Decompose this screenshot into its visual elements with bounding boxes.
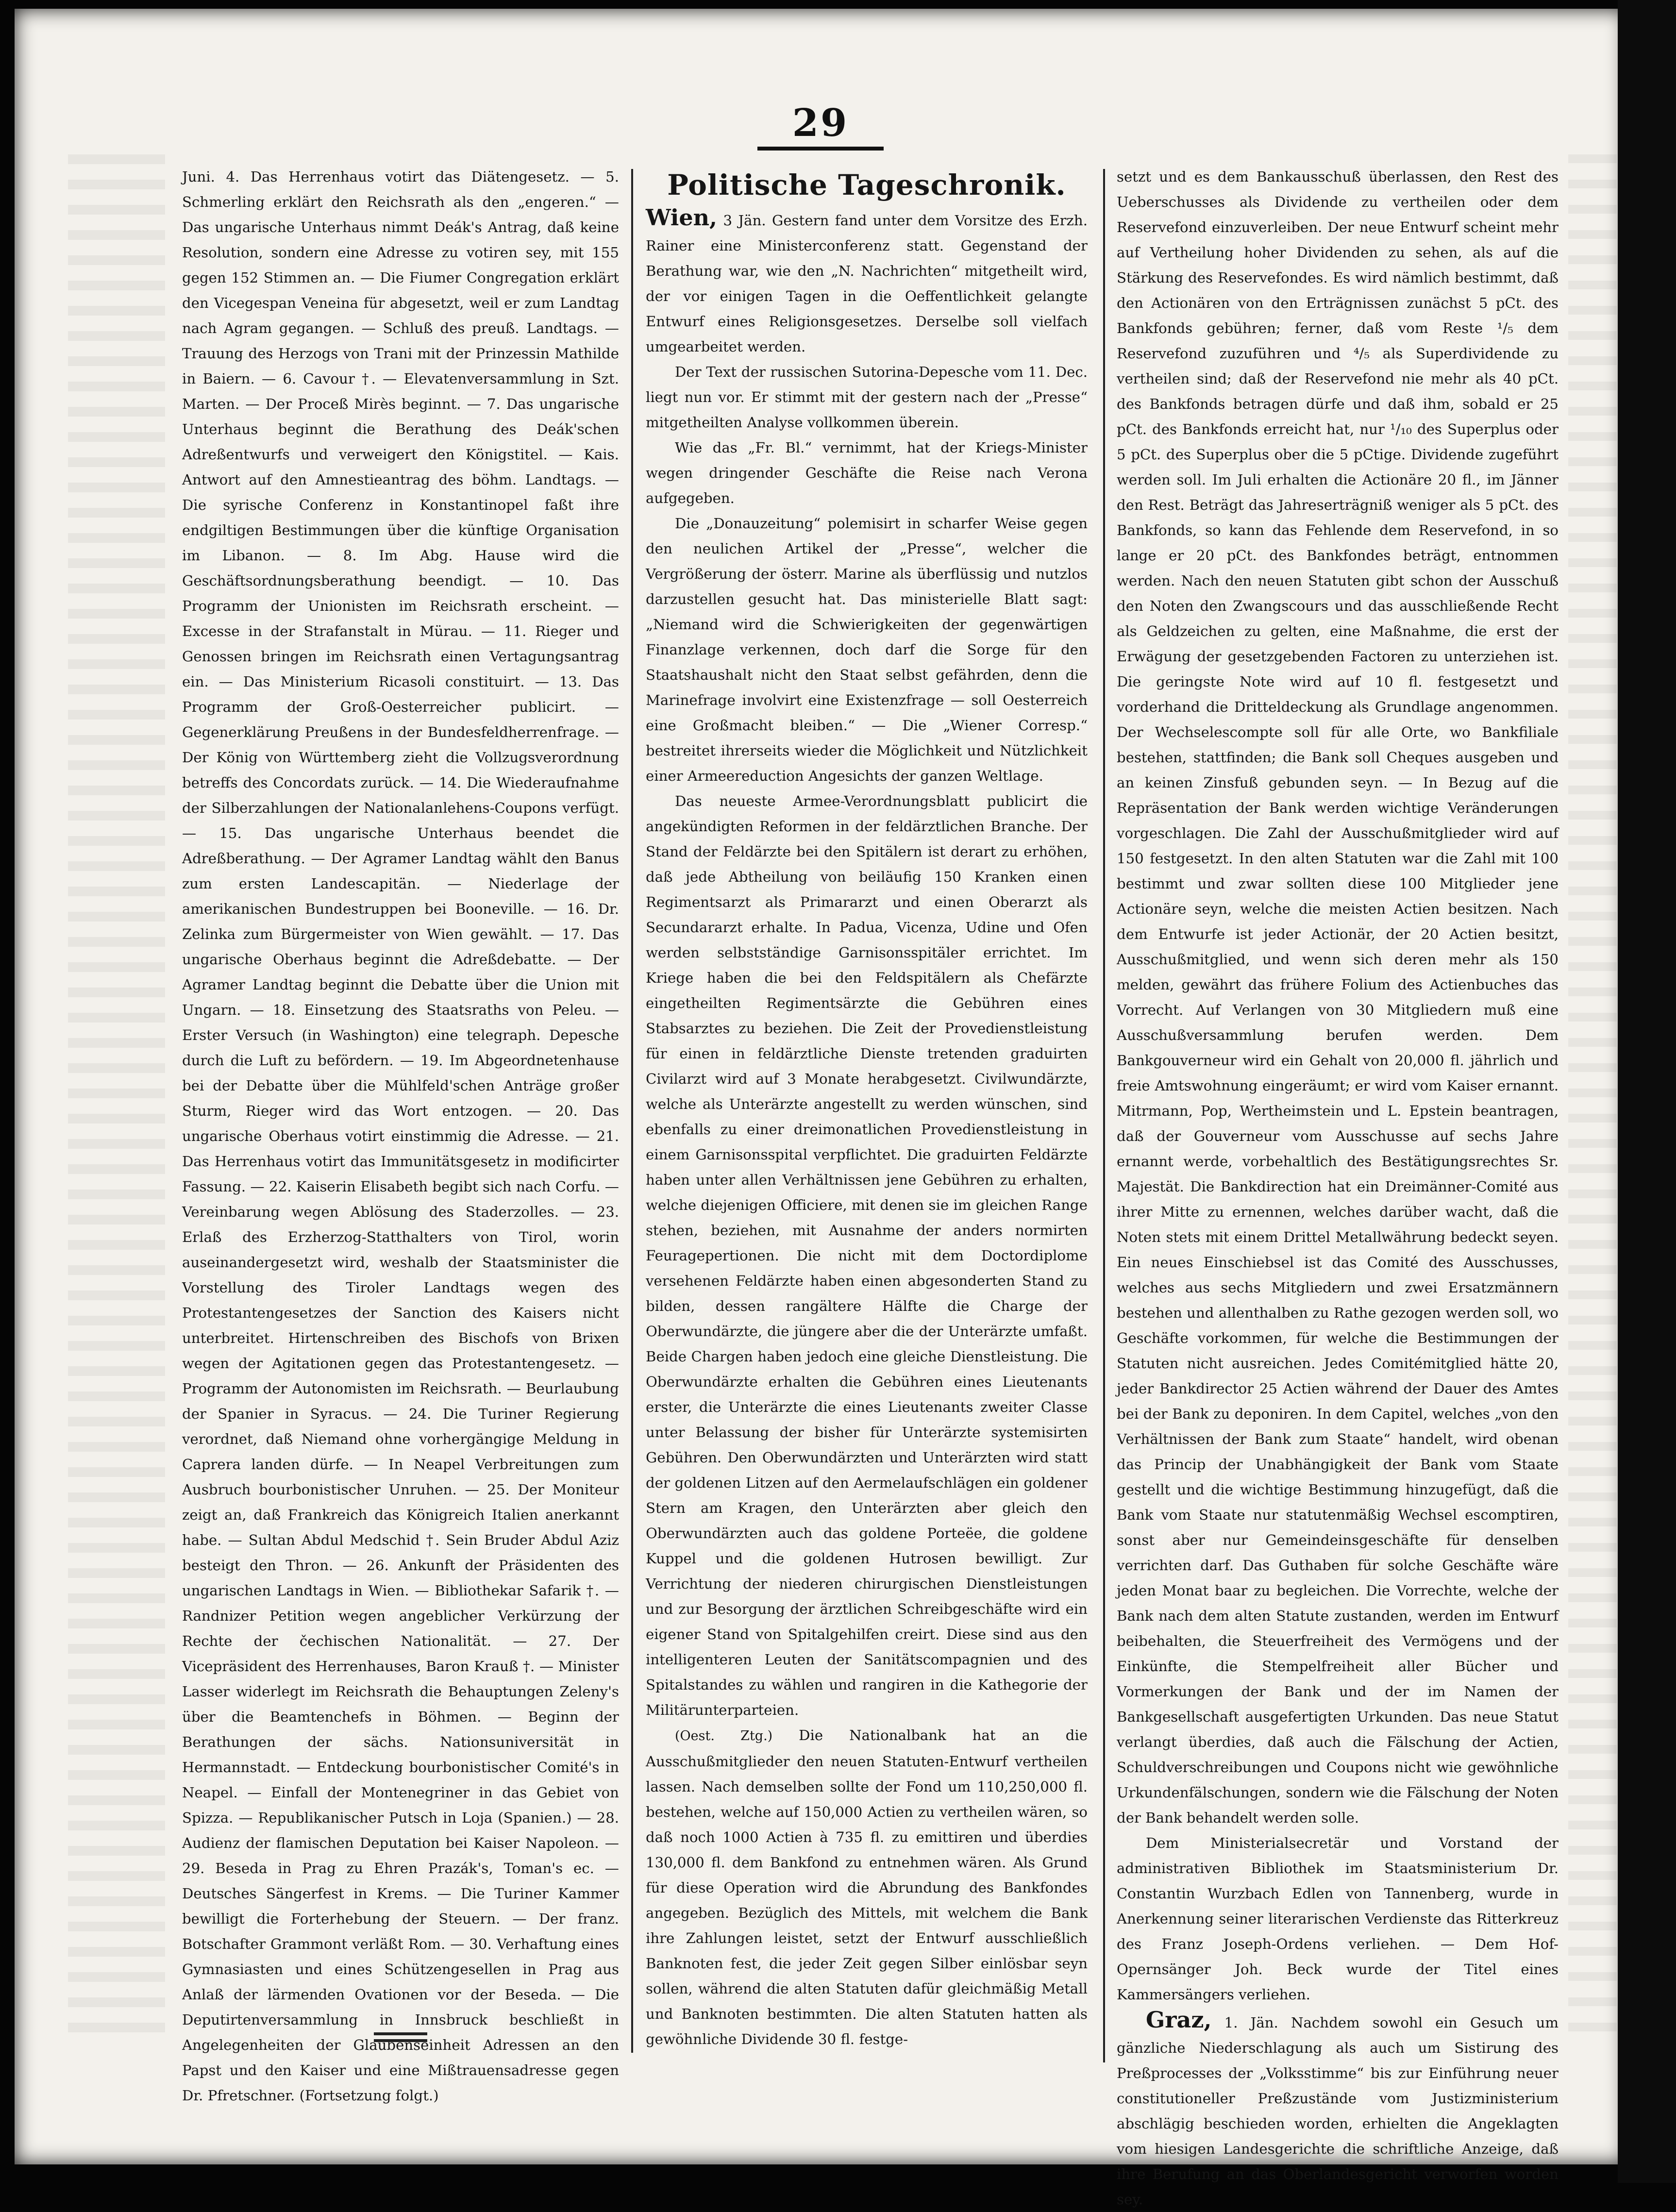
paragraph: Wie das „Fr. Bl.“ vernimmt, hat der Kriegs-Minister wegen dringender Geschäfte die Reise nach Verona aufgegeben. xyxy=(646,439,1088,506)
middle-column xyxy=(646,164,1088,2062)
paragraph: Dem Ministerialsecretär und Vorstand der administrativen Bibliothek im Staatsministerium Dr. Constantin Wurzbach Edlen von Tannenberg, wurde in Anerkennung seiner literarischen Verdienste das Ritterkreuz des Franz Joseph-Ordens verliehen. — Dem Hof-Opernsänger Joh. Beck wurde der Titel eines Kammersängers verliehen. xyxy=(1117,1835,1559,2003)
source-signature: (Oest. Ztg.) xyxy=(675,1728,773,1743)
right-column xyxy=(1117,164,1559,2208)
dateline: Graz, xyxy=(1146,2007,1212,2033)
paragraph: setzt und es dem Bankausschuß überlassen, den Rest des Ueberschusses als Dividende zu vertheilen oder dem Reservefond einzuverleiben. Der neue Entwurf scheint mehr auf Vertheilung hoher Dividenden zu sehen, als auf die Stärkung des Reservefondes. Es wird nämlich bestimmt, daß den Actionären von den Erträgnissen zunächst 5 pCt. des Bankfonds gebühren; ferner, daß vom Reste ¹/₅ dem Reservefond zuzuführen und ⁴/₅ als Superdividende zu vertheilen sind; daß der Reservefond nie mehr als 40 pCt. des Bankfonds betragen dürfe und daß ihm, sobald er 25 pCt. des Bankfonds erreicht hat, nur ¹/₁₀ des Superplus oder 5 pCt. des Superplus ober die 5 pCtige. Dividende zugeführt werden soll. Im Juli erhalten die Actionäre 20 fl., im Jänner den Rest. Beträgt das Jahreserträgniß weniger als 5 pCt. des Bankfonds, so kann das Fehlende dem Reservefond, in so lange er 20 pCt. des Bankfondes beträgt, entnommen werden. Nach den neuen Statuten gibt schon der Ausschuß den Noten den Zwangscours und das ausschließende Recht als Geldzeichen zu gelten, eine Maßnahme, die erst der Erwägung der gesetzgebenden Factoren zu unterziehen ist. Die geringste Note wird auf 10 fl. festgesetzt und vorderhand die Dritteldeckung als Grundlage angenommen. Der Wechselescompte soll für alle Orte, wo Bankfiliale bestehen, stattfinden; die Bank soll Cheques ausgeben und an keinen Zinsfuß gebunden seyn. — In Bezug auf die Repräsentation der Bank werden wichtige Veränderungen vorgeschlagen. Die Zahl der Ausschußmitglieder wird auf 150 festgesetzt. In den alten Statuten war die Zahl mit 100 bestimmt und zwar sollten diese 100 Mitglieder jene Actionäre seyn, welche die meisten Actien besitzen. Nach dem Entwurfe ist jeder Actionär, der 20 Actien besitzt, Ausschußmitglied, und wenn sich deren mehr als 150 melden, gewährt das frühere Folium des Actienbuches das Vorrecht. Auf Verlangen von 30 Mitgliedern muß eine Ausschußversammlung berufen werden. Dem Bankgouverneur wird ein Gehalt von 20,000 fl. jährlich und freie Amtswohnung eingeräumt; er wird vom Kaiser ernannt. Mitrmann, Pop, Wertheimstein und L. Epstein beantragen, daß der Gouverneur vom Ausschusse auf sechs Jahre ernannt werde, vorbehaltlich des Bestätigungsrechtes Sr. Majestät. Die Bankdirection hat ein Dreimänner-Comité aus ihrer Mitte zu ernennen, welches darüber wacht, daß die Noten stets mit einem Drittel Metallwährung bedeckt seyen. Ein neues Einschiebsel ist das Comité des Ausschusses, welches aus sechs Mitgliedern und zwei Ersatzmännern bestehen und allenthalben zu Rathe gezogen werden soll, wo Geschäfte vorkommen, für welche die Bestimmungen der Statuten nicht ausreichen. Jedes Comitémitglied hätte 20, jeder Bankdirector 25 Actien während der Dauer des Amtes bei der Bank zu deponiren. In dem Capitel, welches „von den Verhältnissen der Bank zum Staate“ handelt, wird obenan das Princip der Unabhängigkeit der Bank vom Staate gestellt und die wichtige Bestimmung hinzugefügt, daß die Bank vom Staate nur statutenmäßig Wechsel escomptiren, sonst aber nur Gemeindeinsgeschäfte für denselben verrichten darf. Das Guthaben für solche Geschäfte wäre jeden Monat baar zu begleichen. Die Vorrechte, welche der Bank nach dem alten Statute zustanden, werden im Entwurf beibehalten, die Steuerfreiheit des Vermögens und der Einkünfte, die Stempelfreiheit aller Bücher und Vormerkungen der Bank und der im Namen der Bankgesellschaft ausgefertigten Urkunden. Das neue Statut verlangt überdies, daß auch die Fälschung der Actien, Schuldverschreibungen und Coupons nicht wie gewöhnliche Urkundenfälschungen, sondern wie die Fälschung der Noten der Bank behandelt werden solle. xyxy=(1117,168,1559,1826)
left-column xyxy=(182,164,619,2104)
column-divider xyxy=(1103,169,1105,2062)
paragraph: Das neueste Armee-Verordnungsblatt publicirt die angekündigten Reformen in der feldärztlichen Branche. Der Stand der Feldärzte bei den Spitälern ist derart zu erhöhen, daß jede Abtheilung von beiläufig 150 Kranken einen Regimentsarzt als Primararzt und einen Oberarzt als Secundararzt erhalte. In Padua, Vicenza, Udine und Ofen werden selbstständige Garnisonsspitäler errichtet. Im Kriege haben die bei den Feldspitälern als Chefärzte eingetheilten Regimentsärzte die Gebühren eines Stabsarztes zu beziehen. Die Zeit der Provedienstleistung für einen in feldärztliche Dienste tretenden graduirten Civilarzt wird auf 3 Monate herabgesetzt. Civilwundärzte, welche als Unterärzte angestellt zu werden wünschen, sind ebenfalls zu einer dreimonatlichen Provedienstleistung in einem Garnisonsspital verpflichtet. Die graduirten Feldärzte haben unter allen Verhältnissen jene Gebühren zu erhalten, welche diejenigen Officiere, mit denen sie im gleichen Range stehen, beziehen, mit Ausnahme der anders normirten Feuragepertionen. Die nicht mit dem Doctordiplome versehenen Feldärzte haben einen abgesonderten Stand zu bilden, dessen rangältere Hälfte die Charge der Oberwundärzte, die jüngere aber die der Unterärzte umfaßt. Beide Chargen haben jedoch eine gleiche Dienstleistung. Die Oberwundärzte erhalten die Gebühren eines Lieutenants erster, die Unterärzte die eines Lieutenants zweiter Classe unter Belassung der bisher für Unterärzte systemisirten Gebühren. Den Oberwundärzten und Unterärzten wird statt der goldenen Litzen auf den Aermelaufschlägen ein goldener Stern am Kragen, den Unterärzten aber gleich den Oberwundärzten auch das goldene Porteëe, die goldene Kuppel und die goldenen Hutrosen bewilligt. Zur Verrichtung der niederen chirurgischen Dienstleistungen und zur Besorgung der ärztlichen Schreibgeschäfte wird ein eigener Stand von Spitalgehilfen creirt. Diese sind aus den intelligenteren Leuten der Sanitätscompagnien und des Spitalstandes zu wählen und rangiren in die Kathegorie der Militärunterparteien. xyxy=(646,793,1088,1718)
vienna-paragraph xyxy=(646,205,1088,359)
graz-paragraph xyxy=(1117,2007,1559,2212)
scan-edge xyxy=(1618,0,1676,2183)
end-rule xyxy=(374,2032,427,2035)
column-divider xyxy=(631,169,633,2053)
chronicle-text: Juni. 4. Das Herrenhaus votirt das Diätengesetz. — 5. Schmerling erklärt den Reichsrath als den „engeren.“ — Das ungarische Unterhaus nimmt Deák's Antrag, daß keine Resolution, sondern eine Adresse zu votiren sey, mit 155 gegen 152 Stimmen an. — Die Fiumer Congregation erklärt den Vicegespan Veneina für abgesetzt, weil er zum Landtag nach Agram gegangen. — Schluß des preuß. Landtags. — Trauung des Herzogs von Trani mit der Prinzessin Mathilde in Baiern. — 6. Cavour †. — Elevatenversammlung in Szt. Marten. — Der Proceß Mirès beginnt. — 7. Das ungarische Unterhaus beginnt die Berathung des Deák'schen Adreßentwurfs und verweigert den Königstitel. — Kais. Antwort auf den Amnestieantrag des böhm. Landtags. — Die syrische Conferenz in Konstantinopel faßt ihre endgiltigen Bestimmungen über die künftige Organisation im Libanon. — 8. Im Abg. Hause wird die Geschäftsordnungsberathung beendigt. — 10. Das Programm der Unionisten im Reichsrath erscheint. — Excesse in der Strafanstalt in Mürau. — 11. Rieger und Genossen bringen im Reichsrath einen Vertagungsantrag ein. — Das Ministerium Ricasoli constituirt. — 13. Das Programm der Groß-Oesterreicher publicirt. — Gegenerklärung Preußens in der Bundesfeldherrenfrage. — Der König von Württemberg zieht die Vollzugsverordnung betreffs des Concordats zurück. — 14. Die Wiederaufnahme der Silberzahlungen der Nationalanlehens-Coupons verfügt. — 15. Das ungarische Unterhaus beendet die Adreßberathung. — Der Agramer Landtag wählt den Banus zum ersten Landescapitän. — Niederlage der amerikanischen Bundestruppen bei Booneville. — 16. Dr. Zelinka zum Bürgermeister von Wien gewählt. — 17. Das ungarische Oberhaus beginnt die Adreßdebatte. — Der Agramer Landtag beginnt die Debatte über die Union mit Ungarn. — 18. Einsetzung des Staatsraths von Peleu. — Erster Versuch (in Washington) eine telegraph. Depesche durch die Luft zu befördern. — 19. Im Abgeordnetenhause bei der Debatte über die Mühlfeld'schen Anträge großer Sturm, Rieger wird das Wort entzogen. — 20. Das ungarische Oberhaus votirt einstimmig die Adresse. — 21. Das Herrenhaus votirt das Immunitätsgesetz in modificirter Fassung. — 22. Kaiserin Elisabeth begibt sich nach Corfu. — Vereinbarung wegen Ablösung des Staderzolles. — 23. Erlaß des Erzherzog-Statthalters von Tirol, worin auseinandergesetzt wird, weshalb der Staatsminister die Vorstellung des Tiroler Landtags wegen des Protestantengesetzes der Sanction des Kaisers nicht unterbreitet. Hirtenschreiben des Bischofs von Brixen wegen der Agitationen gegen das Protestantengesetz. — Programm der Autonomisten im Reichsrath. — Beurlaubung der Spanier in Syracus. — 24. Die Turiner Regierung verordnet, daß Niemand ohne vorhergängige Meldung in Caprera landen dürfe. — In Neapel Verbreitungen zum Ausbruch bourbonistischer Unruhen. — 25. Der Moniteur zeigt an, daß Frankreich das Königreich Italien anerkannt habe. — Sultan Abdul Medschid †. Sein Bruder Abdul Aziz besteigt den Thron. — 26. Ankunft der Präsidenten des ungarischen Landtags in Wien. — Bibliothekar Safarik †. — Randnizer Petition wegen angeblicher Verkürzung der Rechte der čechischen Nationalität. — 27. Der Vicepräsident des Herrenhauses, Baron Krauß †. — Minister Lasser widerlegt im Reichsrath die Behauptungen Zeleny's über die Beamtenchefs in Böhmen. — Beginn der Berathungen der sächs. Nationsuniversität in Hermannstadt. — Entdeckung bourbonistischer Comité's in Neapel. — Einfall der Montenegriner in das Gebiet von Spizza. — Republikanischer Putsch in Loja (Spanien.) — 28. Audienz der flamischen Deputation bei Kaiser Napoleon. — 29. Beseda in Prag zu Ehren Prazák's, Toman's ec. — Deutsches Sängerfest in Krems. — Die Turiner Kammer bewilligt die Forterhebung der Steuern. — Der franz. Botschafter Grammont verläßt Rom. — 30. Verhaftung eines Gymnasiasten und eines Schützengesellen in Prag aus Anlaß der lärmenden Ovationen vor der Beseda. — Die Deputirtenversammlung in Innsbruck beschließt in Angelegenheiten der Glaubenseinheit Adressen an den Papst und den Kaiser und eine Mißtrauensadresse gegen Dr. Pfretschner. (Fortsetzung folgt.) xyxy=(182,168,619,2104)
page-number: 29 xyxy=(792,101,849,145)
paragraph xyxy=(646,1723,1088,2052)
page-number-rule xyxy=(757,147,884,151)
dateline: Wien, xyxy=(646,204,718,231)
paragraph-text: 1. Jän. Nachdem sowohl ein Gesuch um gänzliche Niederschlagung als auch um Sistirung des Preßprocesses der „Volksstimme“ bis zur Einführung neuer constitutioneller Preßzustände vom Justizministerium abschlägig beschieden worden, erhielten die Angeklagten vom hiesigen Landesgerichte die schriftliche Anzeige, daß ihre Berufung an das Oberlandesgericht verworfen worden sey. xyxy=(1117,2014,1559,2208)
paragraph: Die „Donauzeitung“ polemisirt in scharfer Weise gegen den neulichen Artikel der „Presse“, welcher die Vergrößerung der österr. Marine als überflüssig und nutzlos darzustellen gesucht hat. Das ministerielle Blatt sagt: „Niemand wird die Schwierigkeiten der gegenwärtigen Finanzlage verkennen, doch darf die Sorge für den Staatshaushalt nicht den Staat selbst gefährden, denn die Marinefrage involvirt eine Existenzfrage — soll Oesterreich eine Großmacht bleiben.“ — Die „Wiener Corresp.“ bestreitet ihrerseits wieder die Möglichkeit und Nützlichkeit einer Armeereduction Angesichts der ganzen Weltlage. xyxy=(646,515,1088,784)
newspaper-page xyxy=(15,9,1626,2208)
bleed-through-right xyxy=(1568,154,1617,2048)
paragraph-text: Die Nationalbank hat an die Ausschußmitglieder den neuen Statuten-Entwurf vertheilen lassen. Nach demselben sollte der Fond um 110,250,000 fl. bestehen, welche auf 150,000 Actien zu vertheilen wären, so daß noch 1000 Actien à 735 fl. zu emittiren und überdies 130,000 fl. dem Bankfond zu entnehmen wären. Als Grund für diese Operation wird die Abrundung des Bankfondes angegeben. Bezüglich des Mittels, mit welchem die Bank ihre Zahlungen leistet, setzt der Entwurf ausschließlich Banknoten fest, die jeder Zeit gegen Silber einlösbar seyn sollen, während die alten Statuten dafür gleichmäßig Metall und Banknoten bestimmten. Die alten Statuten hatten als gewöhnliche Dividende 30 fl. festge- xyxy=(646,1727,1088,2047)
bleed-through-left xyxy=(68,154,165,2048)
paragraph: Der Text der russischen Sutorina-Depesche vom 11. Dec. liegt nun vor. Er stimmt mit der gestern nach der „Presse“ mitgetheilten Analyse vollkommen überein. xyxy=(646,364,1088,431)
section-title: Politische Tageschronik. xyxy=(667,168,1066,201)
paragraph-text: 3 Jän. Gestern fand unter dem Vorsitze des Erzh. Rainer eine Ministerconferenz statt. Gegenstand der Berathung war, wie den „N. Nachrichten“ mitgetheilt wird, der vor einigen Tagen in die Oeffentlichkeit gelangte Entwurf eines Religionsgesetzes. Derselbe soll vielfach umgearbeitet werden. xyxy=(646,212,1088,355)
